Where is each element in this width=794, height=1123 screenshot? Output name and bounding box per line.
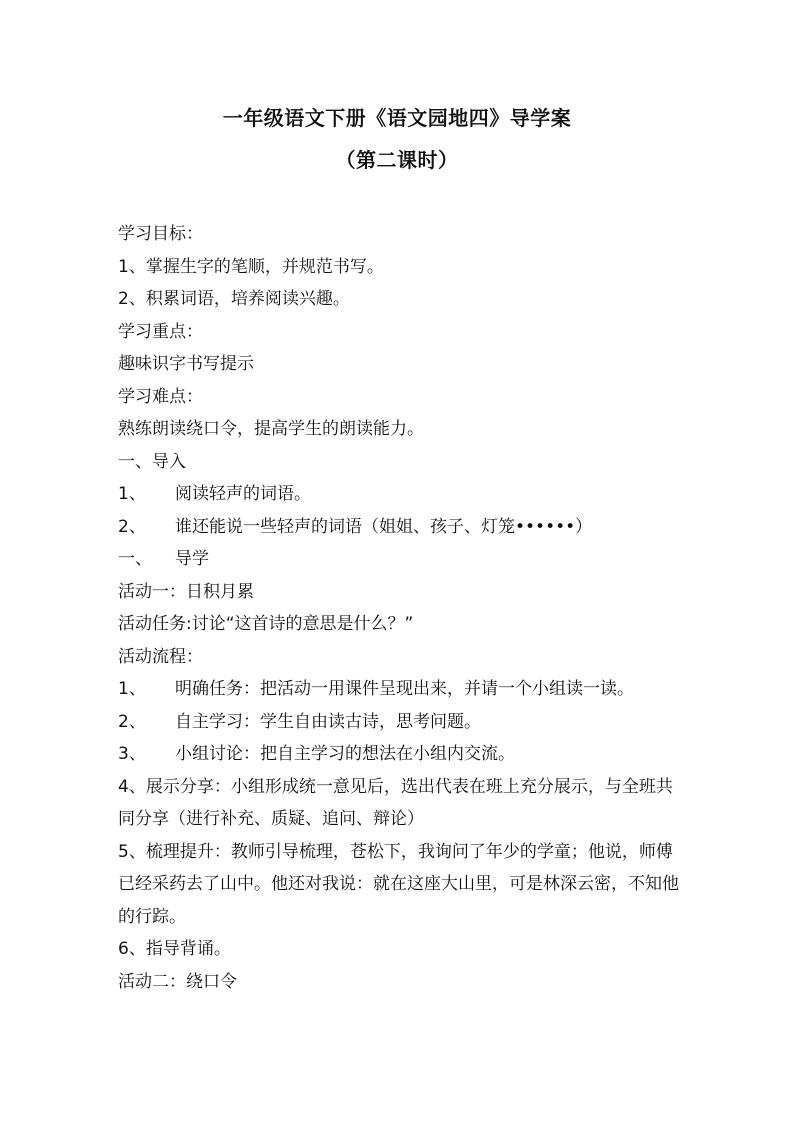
goals-heading: 学习目标： bbox=[118, 224, 203, 244]
part1-item-2-text: 谁还能说一些轻声的词语（姐姐、孩子、灯笼••••••） bbox=[175, 516, 593, 537]
flow-item-6: 6、指导背诵。 bbox=[118, 939, 231, 959]
part1-item-2 bbox=[118, 511, 688, 544]
goal-item-1: 1、掌握生字的笔顺，并规范书写。 bbox=[118, 256, 384, 277]
flow-item-1 bbox=[118, 673, 688, 706]
difficulty-heading: 学习难点： bbox=[118, 386, 203, 407]
document-body bbox=[118, 218, 688, 998]
flow-item-1-number: 1、 bbox=[118, 679, 146, 699]
activity1-task: 活动任务:讨论“这首诗的意思是什么？” bbox=[118, 614, 414, 634]
part1-item-2-number: 2、 bbox=[118, 516, 146, 537]
difficulty-text: 熟练朗读绕口令，提高学生的朗读能力。 bbox=[118, 419, 424, 439]
activity1-flow-heading: 活动流程： bbox=[118, 646, 203, 667]
flow-item-1-text: 明确任务：把活动一用课件呈现出来，并请一个小组读一读。 bbox=[175, 679, 634, 699]
flow-item-4: 4、展示分享：小组形成统一意见后，选出代表在班上充分展示，与全班共同分享（进行补充、质疑、追问、辩论） bbox=[118, 776, 673, 829]
flow-item-3-number: 3、 bbox=[118, 744, 146, 764]
part1-item-1-text: 阅读轻声的词语。 bbox=[175, 484, 311, 504]
part1-heading: 一、导入 bbox=[118, 451, 186, 472]
activity1-heading: 活动一：日积月累 bbox=[118, 581, 254, 602]
flow-item-2 bbox=[118, 706, 688, 739]
part1-item-1-number: 1、 bbox=[118, 484, 146, 504]
part1-item-1 bbox=[118, 478, 688, 511]
flow-item-2-number: 2、 bbox=[118, 711, 146, 732]
flow-item-2-text: 自主学习：学生自由读古诗，思考问题。 bbox=[175, 711, 481, 732]
document-subtitle: （第二课时） bbox=[335, 148, 459, 172]
flow-item-5: 5、梳理提升：教师引导梳理，苍松下，我询问了年少的学童；他说，师傅已经采药去了山中。他还对我说：就在这座大山里，可是林深云密，不知他的行踪。 bbox=[118, 841, 679, 927]
activity2-heading: 活动二：绕口令 bbox=[118, 971, 237, 992]
flow-item-3 bbox=[118, 738, 688, 771]
flow-item-3-text: 小组讨论：把自主学习的想法在小组内交流。 bbox=[175, 744, 515, 764]
part2-text: 导学 bbox=[175, 549, 209, 569]
part2-heading bbox=[118, 543, 688, 576]
focus-heading: 学习重点： bbox=[118, 321, 203, 342]
focus-text: 趣味识字书写提示 bbox=[118, 354, 254, 374]
part2-number: 一、 bbox=[118, 549, 152, 569]
document-title: 一年级语文下册《语文园地四》导学案 bbox=[222, 106, 572, 130]
goal-item-2: 2、积累词语，培养阅读兴趣。 bbox=[118, 289, 350, 309]
